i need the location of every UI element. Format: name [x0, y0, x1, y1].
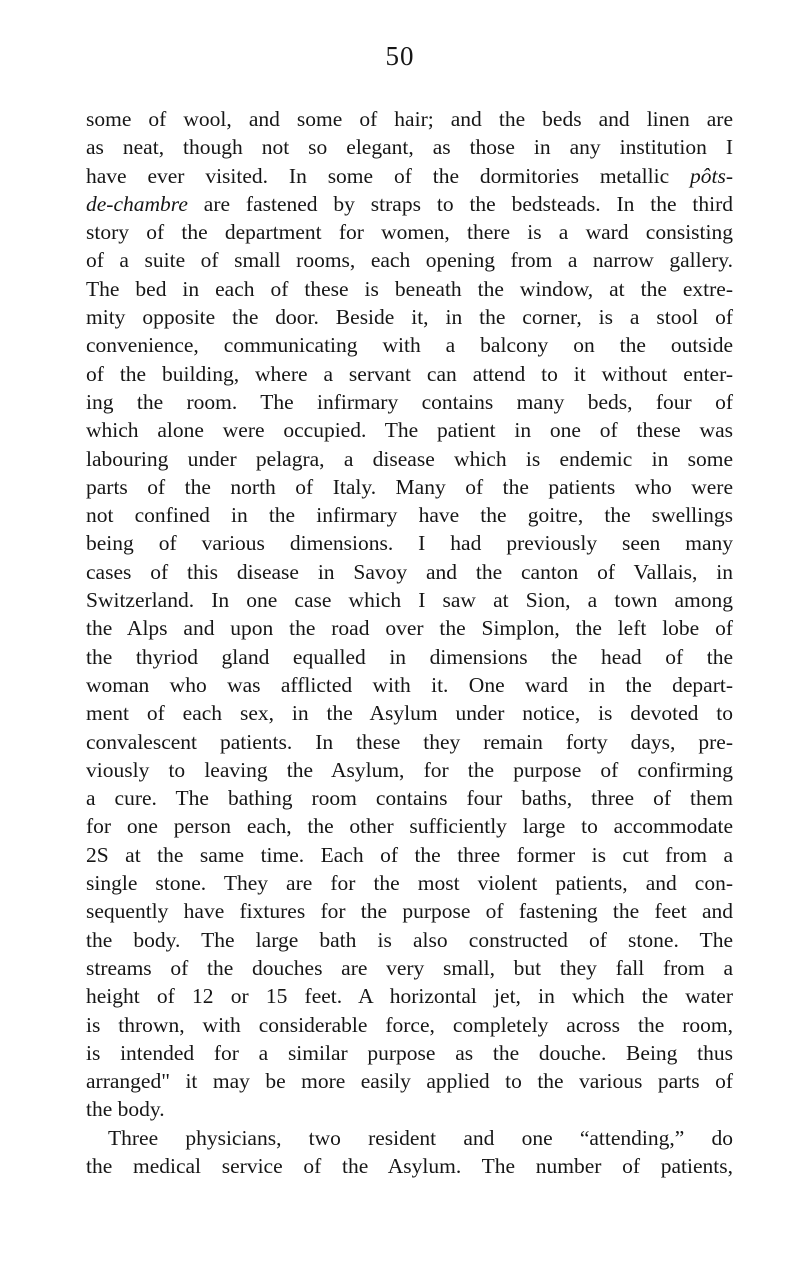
text-line: the body. The large bath is also constructed of stone. The — [86, 927, 733, 952]
text-line: de-chambre are fastened by straps to the bedsteads. In the third — [86, 191, 733, 216]
text-line: some of wool, and some of hair; and the beds and linen are — [86, 107, 733, 131]
text-line: for one person each, the other sufficiently large to accommodate — [86, 814, 733, 839]
text-line: the thyriod gland equalled in dimensions the head of the — [86, 644, 733, 669]
text-line: of a suite of small rooms, each opening from a narrow gallery. — [86, 248, 733, 273]
text-line-paragraph-start: Three physicians, two resident and one “attending,” do — [108, 1125, 733, 1150]
text-line: being of various dimensions. I had previously seen many — [86, 531, 733, 556]
italic-term: de-chambre — [86, 191, 188, 216]
italic-term: pôts- — [690, 163, 733, 188]
text-line: as neat, though not so elegant, as those in any institution I — [86, 135, 733, 160]
text-line: streams of the douches are very small, but they fall from a — [86, 955, 733, 980]
text-line: which alone were occupied. The patient in one of these was — [86, 418, 733, 443]
text-line: not confined in the infirmary have the goitre, the swellings — [86, 503, 733, 528]
text-line: is thrown, with considerable force, completely across the room, — [86, 1012, 733, 1037]
text-line: convenience, communicating with a balcony on the outside — [86, 333, 733, 358]
text-line: parts of the north of Italy. Many of the patients who were — [86, 474, 733, 499]
text-line: of the building, where a servant can attend to it without enter- — [86, 361, 733, 386]
text-line: have ever visited. In some of the dormitories metallic pôts- — [86, 163, 733, 188]
text-line: story of the department for women, there is a ward consisting — [86, 220, 733, 245]
text-line: viously to leaving the Asylum, for the purpose of confirming — [86, 757, 733, 782]
text-line: cases of this disease in Savoy and the canton of Vallais, in — [86, 559, 733, 584]
text-line: is intended for a similar purpose as the douche. Being thus — [86, 1040, 733, 1065]
text-line: mity opposite the door. Beside it, in the corner, is a stool of — [86, 305, 733, 330]
text-line: arranged" it may be more easily applied to the various parts of — [86, 1069, 733, 1094]
page-number: 50 — [385, 41, 415, 71]
text-line-paragraph-end: the body. — [86, 1097, 165, 1122]
text-line: 2S at the same time. Each of the three former is cut from a — [86, 842, 733, 867]
text-line: a cure. The bathing room contains four baths, three of them — [86, 786, 733, 811]
text-line: height of 12 or 15 feet. A horizontal jet, in which the water — [86, 984, 733, 1009]
text-line: sequently have fixtures for the purpose of fastening the feet and — [86, 899, 733, 924]
text-line: woman who was afflicted with it. One ward in the depart- — [86, 672, 733, 697]
text-line: the medical service of the Asylum. The number of patients, — [86, 1153, 733, 1178]
text-line: ment of each sex, in the Asylum under notice, is devoted to — [86, 701, 733, 726]
text-line: ing the room. The infirmary contains many beds, four of — [86, 389, 733, 414]
text-line: convalescent patients. In these they remain forty days, pre- — [86, 729, 733, 754]
text-line: single stone. They are for the most violent patients, and con- — [86, 871, 733, 896]
text-line: labouring under pelagra, a disease which is endemic in some — [86, 446, 733, 471]
text-line: Switzerland. In one case which I saw at Sion, a town among — [86, 588, 733, 613]
text-line: The bed in each of these is beneath the window, at the extre- — [86, 276, 733, 301]
text-line: the Alps and upon the road over the Simplon, the left lobe of — [86, 616, 733, 641]
body-text — [86, 105, 733, 1180]
